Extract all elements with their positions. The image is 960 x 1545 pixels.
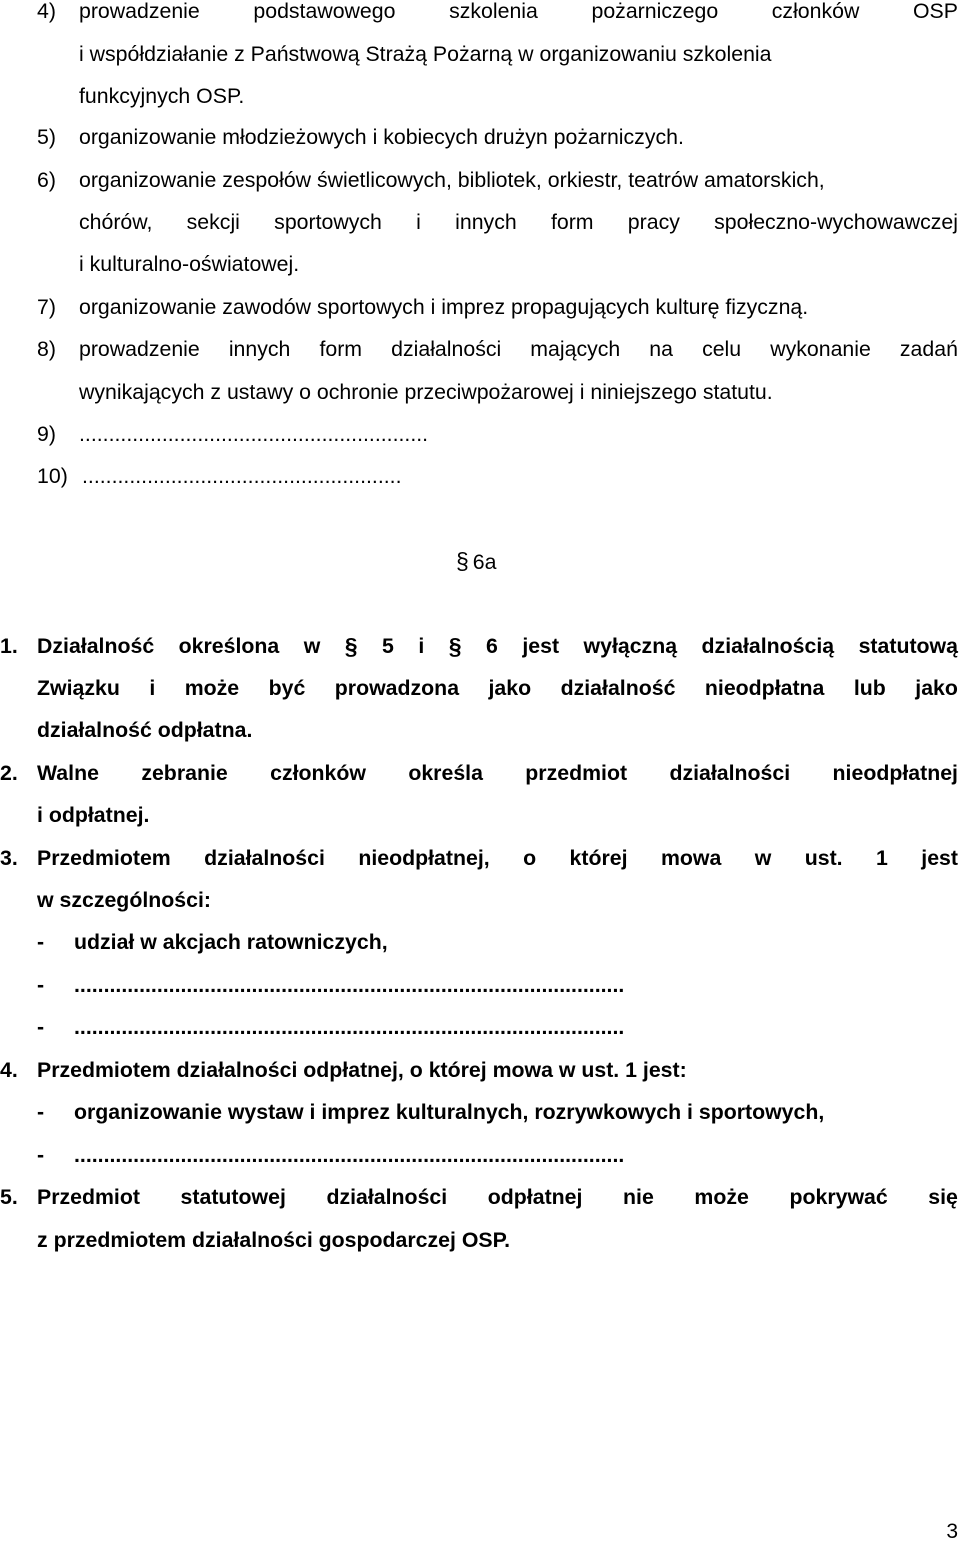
- word: nieodpłatna: [704, 676, 825, 700]
- word: mowa: [660, 846, 722, 870]
- bullet-placeholder: .............................................................................................: [74, 1143, 625, 1167]
- word: w: [754, 846, 772, 870]
- word: być: [268, 676, 306, 700]
- word: odpłatnej: [487, 1185, 583, 1209]
- word: prowadzenie: [79, 337, 200, 361]
- item-4-line-1: [79, 0, 958, 24]
- word: §: [448, 633, 462, 659]
- word: chórów,: [79, 210, 153, 234]
- word: pracy: [627, 210, 680, 234]
- word: zadań: [899, 337, 958, 361]
- item-6-line-3: i kulturalno-oświatowej.: [79, 252, 300, 276]
- word: w: [303, 634, 321, 658]
- word: określona: [178, 634, 280, 658]
- item-8-line-1: [79, 336, 958, 362]
- word: prowadzona: [334, 676, 460, 700]
- para-3-line-2: w szczególności:: [37, 888, 211, 912]
- word: mających: [530, 337, 621, 361]
- section-symbol: §: [456, 548, 469, 574]
- word: działalności: [204, 846, 325, 870]
- word: statutową: [858, 634, 958, 658]
- word: może: [184, 676, 240, 700]
- bullet-text: organizowanie wystaw i imprez kulturalnych, rozrywkowych i sportowych,: [74, 1100, 825, 1124]
- word: działalności: [391, 337, 502, 361]
- paragraph-number: 5.: [0, 1185, 18, 1209]
- word: statutowej: [180, 1185, 286, 1209]
- bullet-dash: -: [37, 1100, 45, 1124]
- word: działalności: [326, 1185, 448, 1209]
- word: 5: [382, 634, 394, 658]
- bullet-dash: -: [37, 1143, 45, 1167]
- word: form: [319, 337, 363, 361]
- word: szkolenia: [449, 0, 538, 23]
- word: Walne: [37, 761, 99, 785]
- word: pożarniczego: [591, 0, 719, 23]
- para-5-line-1: [37, 1184, 958, 1210]
- paragraph-number: 3.: [0, 846, 18, 870]
- item-number: 4): [37, 0, 56, 23]
- paragraph-number: 1.: [0, 634, 18, 658]
- word: i: [418, 634, 425, 658]
- word: i: [149, 676, 156, 700]
- item-number: 5): [37, 125, 56, 149]
- section-heading: [456, 546, 497, 577]
- word: jest: [921, 846, 958, 870]
- para-4-line-1: Przedmiotem działalności odpłatnej, o której mowa w ust. 1 jest:: [37, 1058, 687, 1082]
- word: nieodpłatnej: [832, 761, 958, 785]
- word: przedmiot: [525, 761, 628, 785]
- word: Związku: [37, 676, 120, 700]
- item-6-line-1: organizowanie zespołów świetlicowych, bibliotek, orkiestr, teatrów amatorskich,: [79, 168, 825, 192]
- word: działalności: [669, 761, 791, 785]
- word: 1: [876, 846, 888, 870]
- word: pokrywać: [789, 1185, 888, 1209]
- word: wykonanie: [770, 337, 871, 361]
- item-6-line-2: [79, 209, 958, 235]
- bullet-dash: -: [37, 1015, 45, 1039]
- word: członków: [771, 0, 860, 23]
- word: podstawowego: [253, 0, 396, 23]
- word: OSP: [912, 0, 958, 23]
- para-3-line-1: [37, 845, 958, 871]
- word: może: [694, 1185, 749, 1209]
- word: o: [523, 846, 537, 870]
- para-1-line-1: [37, 633, 958, 659]
- item-5-line-1: organizowanie młodzieżowych i kobiecych drużyn pożarniczych.: [79, 125, 684, 149]
- word: jako: [488, 676, 532, 700]
- para-1-line-3: działalność odpłatna.: [37, 718, 253, 742]
- word: działalnością: [701, 634, 835, 658]
- word: lub: [853, 676, 886, 700]
- item-4-line-3: funkcyjnych OSP.: [79, 84, 245, 108]
- bullet-placeholder: .............................................................................................: [74, 1015, 625, 1039]
- word: sekcji: [186, 210, 240, 234]
- word: ust.: [804, 846, 843, 870]
- item-9-placeholder: ...........................................................: [79, 422, 429, 446]
- word: §: [344, 633, 358, 659]
- word: której: [569, 846, 628, 870]
- word: i: [416, 210, 421, 234]
- item-number: 8): [37, 337, 56, 361]
- word: innych: [455, 210, 517, 234]
- section-label: 6a: [472, 550, 497, 574]
- word: określa: [408, 761, 483, 785]
- word: prowadzenie: [79, 0, 200, 23]
- word: zebranie: [141, 761, 228, 785]
- item-10-placeholder: ......................................................: [82, 464, 402, 488]
- word: nie: [623, 1185, 654, 1209]
- word: celu: [702, 337, 742, 361]
- word: społeczno-wychowawczej: [714, 210, 958, 234]
- para-1-line-2: [37, 675, 958, 701]
- para-2-line-1: [37, 760, 958, 786]
- word: Przedmiot: [37, 1185, 140, 1209]
- word: Przedmiotem: [37, 846, 171, 870]
- word: 6: [486, 634, 498, 658]
- item-4-line-2: i współdziałanie z Państwową Strażą Pożarną w organizowaniu szkolenia: [79, 42, 772, 66]
- word: wyłączną: [583, 634, 678, 658]
- paragraph-number: 4.: [0, 1058, 18, 1082]
- item-number: 9): [37, 422, 56, 446]
- item-8-line-2: wynikających z ustawy o ochronie przeciwpożarowej i niniejszego statutu.: [79, 380, 773, 404]
- para-2-line-2: i odpłatnej.: [37, 803, 150, 827]
- page-number: 3: [946, 1520, 958, 1543]
- item-number: 7): [37, 295, 56, 319]
- para-5-line-2: z przedmiotem działalności gospodarczej OSP.: [37, 1228, 510, 1252]
- word: Działalność: [37, 634, 155, 658]
- word: członków: [270, 761, 366, 785]
- word: się: [928, 1185, 958, 1209]
- item-number: 10): [37, 464, 68, 488]
- bullet-dash: -: [37, 973, 45, 997]
- word: działalność: [560, 676, 676, 700]
- word: innych: [228, 337, 291, 361]
- word: jako: [915, 676, 958, 700]
- word: na: [649, 337, 673, 361]
- item-number: 6): [37, 168, 56, 192]
- word: sportowych: [274, 210, 382, 234]
- word: form: [550, 210, 594, 234]
- bullet-dash: -: [37, 930, 45, 954]
- word: nieodpłatnej,: [358, 846, 490, 870]
- word: jest: [522, 634, 560, 658]
- item-7-line-1: organizowanie zawodów sportowych i imprez propagujących kulturę fizyczną.: [79, 295, 809, 319]
- bullet-placeholder: .............................................................................................: [74, 973, 625, 997]
- paragraph-number: 2.: [0, 761, 18, 785]
- bullet-text: udział w akcjach ratowniczych,: [74, 930, 388, 954]
